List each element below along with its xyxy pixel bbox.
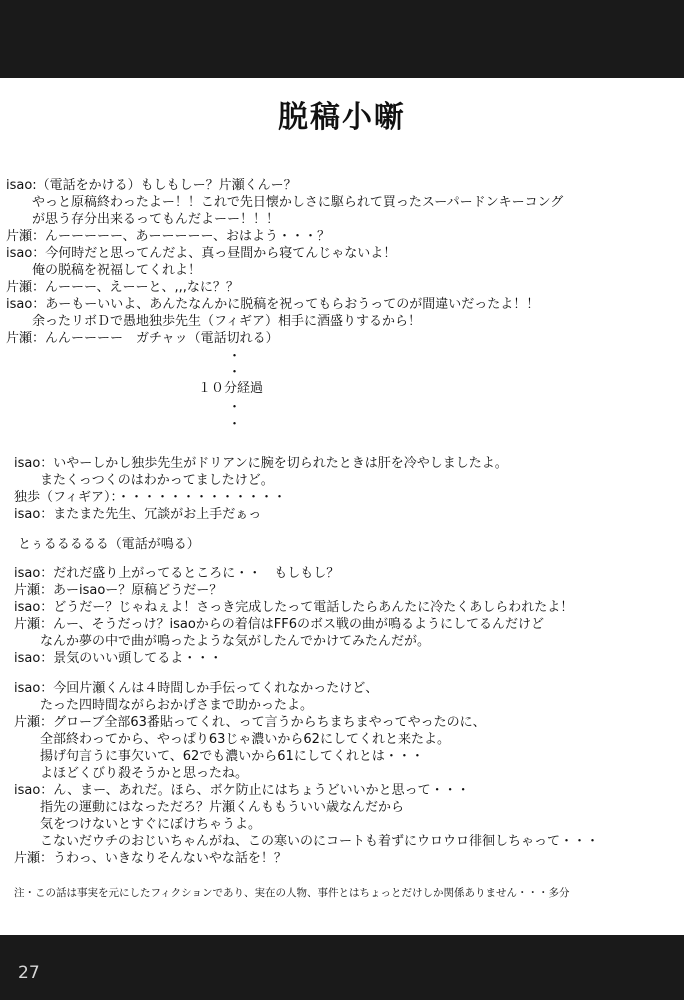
ellipsis-dot: ・ [228, 349, 242, 364]
dialogue-line: 揚げ句言うに事欠いて、62でも濃いから61にしてくれとは・・・ [14, 749, 424, 764]
dialogue-line: 片瀬：あーisaoー？原稿どうだー？ [14, 583, 223, 598]
dialogue-line: 片瀬：うわっ、いきなりそんないやな話を！？ [14, 851, 287, 866]
dialogue-line: 片瀬：んーーーーー、あーーーーー、おはよう・・・？ [6, 229, 330, 244]
phone-ring-line: とぅるるるるる（電話が鳴る） [18, 537, 200, 552]
dialogue-line: 片瀬：んー、そうだっけ？isaoからの着信はFF6のボス戦の曲が鳴るようにしてるんだけど [14, 617, 545, 632]
dialogue-line: isao：今回片瀬くんは４時間しか手伝ってくれなかったけど、 [14, 681, 379, 696]
dialogue-line: isao：今何時だと思ってんだよ、真っ昼間から寝てんじゃないよ！ [6, 246, 397, 261]
dialogue-line: 気をつけないとすぐにぼけちゃうよ。 [14, 817, 262, 832]
dialogue-line: 余ったリボＤで愚地独歩先生（フィギア）相手に酒盛りするから！ [6, 314, 421, 329]
dialogue-line: よほどくびり殺そうかと思ったね。 [14, 766, 249, 781]
dialogue-line: isao：景気のいい頭してるよ・・・ [14, 651, 223, 666]
top-black-band [0, 0, 684, 78]
dialogue-line: isao：だれだ盛り上がってるところに・・ もしもし？ [14, 566, 340, 581]
footnote: 注・この話は事実を元にしたフィクションであり、実在の人物、事件とはちょっとだけしか関係ありません・・・多分 [14, 887, 570, 899]
dialogue-line: 片瀬：グローブ全部63番貼ってくれ、って言うからちまちまやってやったのに、 [14, 715, 486, 730]
dialogue-line: こないだウチのおじいちゃんがね、この寒いのにコートも着ずにウロウロ徘徊しちゃって・・・ [14, 834, 600, 849]
ellipsis-dot: ・ [228, 417, 242, 432]
page-title: 脱稿小噺 [278, 100, 406, 135]
dialogue-line: isao：ん、まー、あれだ。ほら、ボケ防止にはちょうどいいかと思って・・・ [14, 783, 470, 798]
dialogue-line: 全部終わってから、やっぱり63じゃ濃いから62にしてくれと来たよ。 [14, 732, 450, 747]
dialogue-line: isao：いやーしかし独歩先生がドリアンに腕を切られたときは肝を冷やしましたよ。 [14, 456, 508, 471]
dialogue-line: isao:（電話をかける）もしもしー？片瀬くんー？ [6, 178, 297, 193]
bottom-black-band [0, 935, 684, 1000]
dialogue-line: isao：またまた先生、冗談がお上手だぁっ [14, 507, 262, 522]
page-number: 27 [18, 963, 40, 983]
dialogue-line: 指先の運動にはなっただろ？片瀬くんももういい歳なんだから [14, 800, 405, 815]
time-passed-caption: １０分経過 [198, 381, 264, 396]
dialogue-line: が思う存分出来るってもんだよーー！！！ [6, 212, 280, 227]
dialogue-line: 独歩（フィギア）：・・・・・・・・・・・・・ [14, 490, 286, 505]
dialogue-line: isao：あーもーいいよ、あんたなんかに脱稿を祝ってもらおうってのが間違いだったよ！！ [6, 297, 540, 312]
dialogue-line: やっと原稿終わったよー！！これで先日懐かしさに駆られて買ったスーパードンキーコング [6, 195, 564, 210]
dialogue-line: 片瀬：んーーー、えーーと、,,,なに？？ [6, 280, 239, 295]
dialogue-line: なんか夢の中で曲が鳴ったような気がしたんでかけてみたんだが。 [14, 634, 431, 649]
dialogue-line: 片瀬：んんーーーー ガチャッ（電話切れる） [6, 331, 279, 346]
dialogue-line: isao：どうだー？じゃねぇよ！さっき完成したって電話したらあんたに冷たくあしらわれたよ！ [14, 600, 574, 615]
dialogue-line: 俺の脱稿を祝福してくれよ！ [6, 263, 202, 278]
ellipsis-dot: ・ [228, 365, 242, 380]
dialogue-line: たった四時間ながらおかげさまで助かったよ。 [14, 698, 314, 713]
dialogue-line: またくっつくのはわかってましたけど。 [14, 473, 274, 488]
ellipsis-dot: ・ [228, 400, 242, 415]
